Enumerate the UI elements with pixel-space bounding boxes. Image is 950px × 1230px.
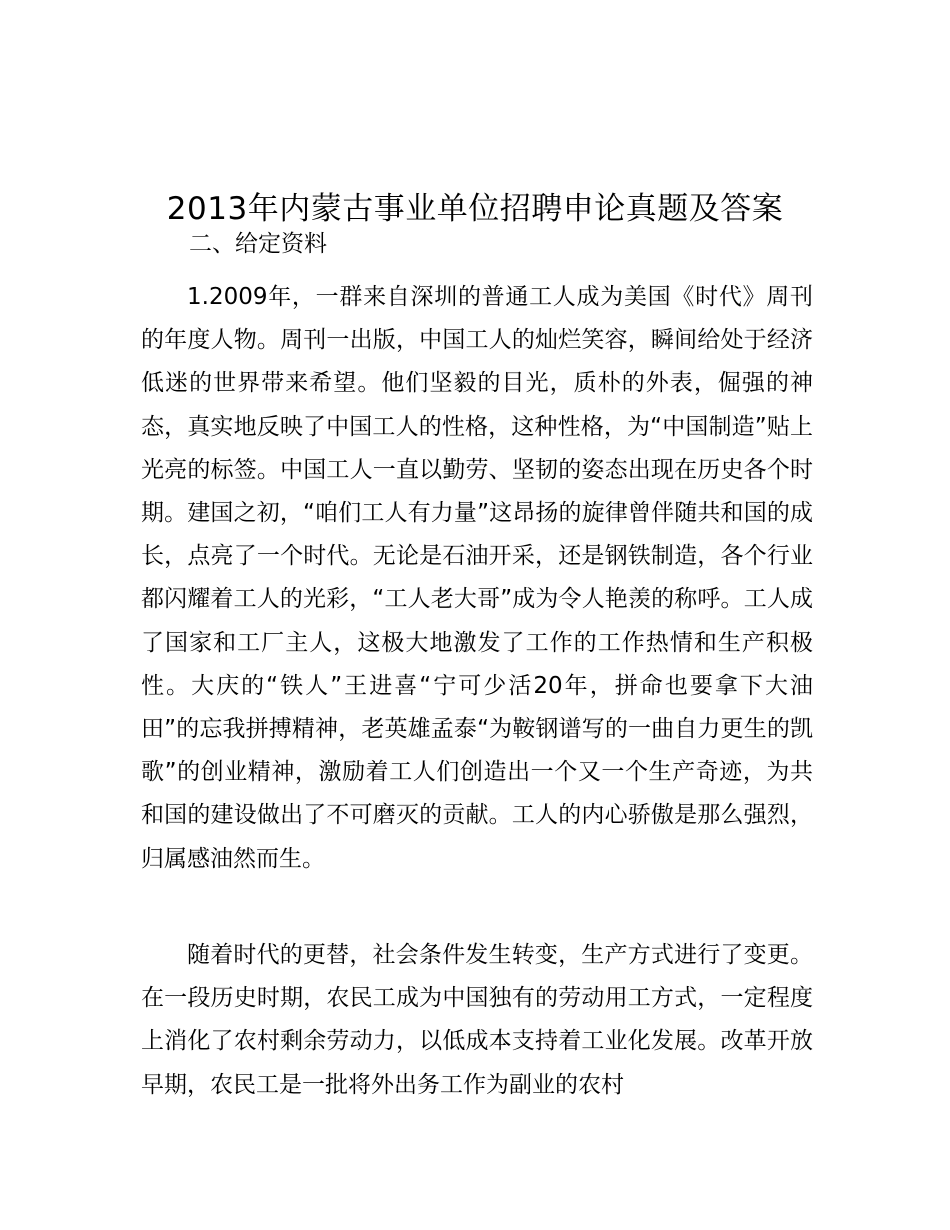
section-heading: 二、给定资料: [189, 231, 327, 257]
body-paragraph-2: 随着时代的更替，社会条件发生转变，生产方式进行了变更。在一段历史时期，农民工成为中国独有的劳动用工方式，一定程度上消化了农村剩余劳动力，以低成本支持着工业化发展。改革开放早期，农民工是一批将外出务工作为副业的农村: [141, 942, 813, 1098]
document-title: 2013年内蒙古事业单位招聘申论真题及答案: [166, 190, 784, 227]
body-paragraph-1: 1.2009年，一群来自深圳的普通工人成为美国《时代》周刊的年度人物。周刊一出版，中国工人的灿烂笑容，瞬间给处于经济低迷的世界带来希望。他们坚毅的目光，质朴的外表，倔强的神态，真实地反映了中国工人的性格，这种性格，为“中国制造”贴上光亮的标签。中国工人一直以勤劳、坚韧的姿态出现在历史各个时期。建国之初，“咱们工人有力量”这昂扬的旋律曾伴随共和国的成长，点亮了一个时代。无论是石油开采，还是钢铁制造，各个行业都闪耀着工人的光彩，“工人老大哥”成为令人艳羡的称呼。工人成了国家和工厂主人，这极大地激发了工作的工作热情和生产积极性。大庆的“铁人”王进喜“宁可少活20年，拼命也要拿下大油田”的忘我拼搏精神，老英雄孟泰“为鞍钢谱写的一曲自力更生的凯歌”的创业精神，激励着工人们创造出一个又一个生产奇迹，为共和国的建设做出了不可磨灭的贡献。工人的内心骄傲是那么强烈，归属感油然而生。: [141, 284, 813, 872]
